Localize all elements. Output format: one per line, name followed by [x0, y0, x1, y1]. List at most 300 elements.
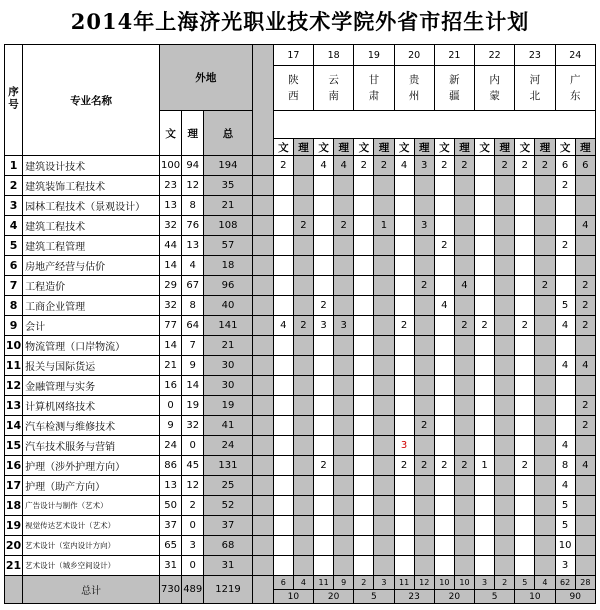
province-quota [515, 496, 535, 516]
province-quota [495, 216, 515, 236]
spacer-cell [252, 556, 273, 576]
province-quota [293, 556, 313, 576]
totals-label: 总计 [23, 576, 160, 604]
outside-wen: 29 [160, 276, 182, 296]
province-quota [334, 356, 354, 376]
row-number: 3 [5, 196, 23, 216]
province-quota [515, 356, 535, 376]
province-subtotal: 2 [495, 576, 515, 590]
province-quota [535, 336, 555, 356]
province-quota [515, 376, 535, 396]
row-number: 4 [5, 216, 23, 236]
province-quota [535, 496, 555, 516]
outside-li: 8 [182, 296, 204, 316]
province-quota: 4 [555, 316, 575, 336]
province-quota [394, 396, 414, 416]
province-name: 新 疆 [434, 66, 474, 111]
outside-wen: 37 [160, 516, 182, 536]
major-name: 建筑设计技术 [23, 156, 160, 176]
province-quota: 2 [414, 276, 434, 296]
province-quota: 4 [575, 456, 595, 476]
province-quota: 2 [575, 416, 595, 436]
province-quota [293, 376, 313, 396]
province-quota [475, 536, 495, 556]
province-wen-header: 文 [354, 139, 374, 156]
province-quota [535, 396, 555, 416]
province-quota [374, 256, 394, 276]
province-quota [374, 376, 394, 396]
province-quota [314, 216, 334, 236]
province-quota [515, 396, 535, 416]
province-quota: 2 [535, 156, 555, 176]
table-row [5, 216, 596, 236]
province-wen-header: 文 [394, 139, 414, 156]
province-li-header: 理 [293, 139, 313, 156]
province-quota [575, 516, 595, 536]
spacer-cell [252, 336, 273, 356]
province-quota [394, 176, 414, 196]
province-quota [434, 416, 454, 436]
province-quota [354, 516, 374, 536]
province-subtotal: 4 [535, 576, 555, 590]
spacer-cell [252, 476, 273, 496]
province-li-header: 理 [495, 139, 515, 156]
province-quota [273, 476, 293, 496]
province-quota [515, 196, 535, 216]
outside-total: 31 [204, 556, 252, 576]
table-row [5, 556, 596, 576]
table-row [5, 496, 596, 516]
outside-wen: 86 [160, 456, 182, 476]
row-number: 21 [5, 556, 23, 576]
province-quota [475, 416, 495, 436]
province-code: 23 [515, 45, 555, 66]
province-subtotal: 11 [314, 576, 334, 590]
province-quota [414, 396, 434, 416]
seq-header: 序号 [5, 45, 23, 156]
province-quota [495, 556, 515, 576]
outside-li: 94 [182, 156, 204, 176]
province-quota [273, 356, 293, 376]
enrollment-table [4, 44, 596, 604]
province-quota [515, 276, 535, 296]
outside-li: 0 [182, 516, 204, 536]
province-quota [575, 256, 595, 276]
province-quota [414, 516, 434, 536]
province-quota [535, 536, 555, 556]
province-quota [434, 356, 454, 376]
province-quota [374, 276, 394, 296]
province-quota [334, 336, 354, 356]
spacer-cell [252, 456, 273, 476]
province-quota [394, 236, 414, 256]
province-quota: 2 [374, 156, 394, 176]
province-quota [535, 416, 555, 436]
province-quota [394, 536, 414, 556]
province-subtotal: 10 [434, 576, 454, 590]
province-quota [414, 536, 434, 556]
province-quota [475, 496, 495, 516]
province-quota [394, 356, 414, 376]
province-quota [535, 236, 555, 256]
spacer-cell [252, 376, 273, 396]
province-li-header: 理 [334, 139, 354, 156]
province-quota [273, 236, 293, 256]
province-quota [515, 476, 535, 496]
province-quota [475, 176, 495, 196]
province-name: 河 北 [515, 66, 555, 111]
province-quota [575, 476, 595, 496]
province-quota: 2 [515, 456, 535, 476]
outside-wen: 0 [160, 396, 182, 416]
province-quota [475, 396, 495, 416]
province-code: 20 [394, 45, 434, 66]
province-quota [414, 376, 434, 396]
province-quota [475, 256, 495, 276]
outside-wen: 65 [160, 536, 182, 556]
province-quota [394, 556, 414, 576]
province-quota [575, 496, 595, 516]
province-quota [495, 276, 515, 296]
province-quota [314, 536, 334, 556]
outside-total: 37 [204, 516, 252, 536]
province-code: 22 [475, 45, 515, 66]
major-header: 专业名称 [23, 45, 160, 156]
spacer-cell [252, 216, 273, 236]
province-wen-header: 文 [555, 139, 575, 156]
province-quota [575, 196, 595, 216]
province-wen-header: 文 [314, 139, 334, 156]
province-quota: 3 [555, 556, 575, 576]
table-row [5, 256, 596, 276]
province-quota [293, 256, 313, 276]
province-quota [475, 436, 495, 456]
province-quota [454, 536, 474, 556]
province-quota: 4 [454, 276, 474, 296]
province-quota: 2 [434, 456, 454, 476]
outside-li: 67 [182, 276, 204, 296]
province-quota [354, 176, 374, 196]
province-quota [334, 416, 354, 436]
province-quota [394, 196, 414, 216]
province-quota: 3 [314, 316, 334, 336]
province-quota [273, 496, 293, 516]
province-quota [374, 476, 394, 496]
province-quota [414, 256, 434, 276]
province-quota [334, 496, 354, 516]
province-quota: 4 [434, 296, 454, 316]
province-quota: 2 [434, 236, 454, 256]
province-subtotal: 10 [454, 576, 474, 590]
province-quota [354, 356, 374, 376]
province-quota [454, 476, 474, 496]
outside-wen: 77 [160, 316, 182, 336]
outside-total: 108 [204, 216, 252, 236]
province-quota: 2 [394, 456, 414, 476]
province-quota [334, 556, 354, 576]
province-quota [273, 416, 293, 436]
province-quota [334, 456, 354, 476]
province-quota [515, 296, 535, 316]
totals-total: 1219 [204, 576, 252, 604]
province-quota [434, 436, 454, 456]
province-wen-header: 文 [273, 139, 293, 156]
province-quota: 3 [414, 216, 434, 236]
province-li-header: 理 [535, 139, 555, 156]
table-row [5, 276, 596, 296]
province-quota: 2 [515, 316, 535, 336]
province-subtotal: 2 [354, 576, 374, 590]
spacer-cell [252, 156, 273, 176]
province-quota [454, 356, 474, 376]
province-quota [354, 456, 374, 476]
province-quota [535, 216, 555, 236]
province-quota [515, 256, 535, 276]
spacer-cell [252, 396, 273, 416]
province-quota [273, 456, 293, 476]
table-row [5, 436, 596, 456]
outside-wen: 13 [160, 196, 182, 216]
province-quota [314, 256, 334, 276]
province-quota [535, 296, 555, 316]
province-quota [414, 296, 434, 316]
province-quota [515, 536, 535, 556]
province-sum: 5 [475, 590, 515, 604]
province-quota [454, 496, 474, 516]
province-quota: 10 [555, 536, 575, 556]
outside-total: 141 [204, 316, 252, 336]
province-quota [374, 516, 394, 536]
province-quota [334, 236, 354, 256]
province-quota [575, 436, 595, 456]
table-row [5, 476, 596, 496]
province-code: 21 [434, 45, 474, 66]
outside-total: 21 [204, 196, 252, 216]
province-quota [495, 256, 515, 276]
province-quota [374, 236, 394, 256]
table-row [5, 416, 596, 436]
province-quota [495, 356, 515, 376]
spacer-cell [252, 176, 273, 196]
province-li-header: 理 [414, 139, 434, 156]
province-quota [293, 536, 313, 556]
province-quota [475, 296, 495, 316]
major-name: 园林工程技术（景观设计） [23, 196, 160, 216]
province-quota [475, 376, 495, 396]
major-name: 建筑装饰工程技术 [23, 176, 160, 196]
major-name: 建筑工程管理 [23, 236, 160, 256]
province-quota [293, 516, 313, 536]
outside-wen: 32 [160, 216, 182, 236]
province-quota [293, 356, 313, 376]
province-quota: 4 [273, 316, 293, 336]
province-quota [434, 476, 454, 496]
province-quota [293, 156, 313, 176]
province-quota [454, 216, 474, 236]
row-number: 7 [5, 276, 23, 296]
province-quota [475, 196, 495, 216]
province-quota [515, 216, 535, 236]
major-name: 会计 [23, 316, 160, 336]
province-quota [434, 556, 454, 576]
spacer-cell [252, 256, 273, 276]
totals-wen: 730 [160, 576, 182, 604]
province-quota [495, 376, 515, 396]
province-quota [454, 516, 474, 536]
province-quota [334, 176, 354, 196]
province-quota: 3 [394, 436, 414, 456]
province-quota: 3 [414, 156, 434, 176]
province-quota [293, 176, 313, 196]
province-quota [434, 256, 454, 276]
province-quota: 4 [575, 216, 595, 236]
province-quota [434, 536, 454, 556]
province-quota [535, 316, 555, 336]
province-quota [334, 396, 354, 416]
province-quota: 4 [334, 156, 354, 176]
outside-total: 40 [204, 296, 252, 316]
province-quota [495, 336, 515, 356]
outside-li: 12 [182, 476, 204, 496]
outside-wen: 100 [160, 156, 182, 176]
outside-wen: 23 [160, 176, 182, 196]
spacer-cell [252, 416, 273, 436]
table-row [5, 176, 596, 196]
province-quota [354, 236, 374, 256]
outside-li: 14 [182, 376, 204, 396]
table-row [5, 356, 596, 376]
outside-li: 13 [182, 236, 204, 256]
province-name: 云 南 [314, 66, 354, 111]
province-li-header: 理 [575, 139, 595, 156]
outside-wen: 32 [160, 296, 182, 316]
province-quota [475, 516, 495, 536]
totals-row [5, 576, 596, 590]
province-quota [454, 176, 474, 196]
province-quota [414, 436, 434, 456]
province-sum: 10 [515, 590, 555, 604]
major-name: 工商企业管理 [23, 296, 160, 316]
outside-wen: 14 [160, 256, 182, 276]
province-quota [273, 536, 293, 556]
row-number: 17 [5, 476, 23, 496]
province-sum: 20 [434, 590, 474, 604]
outside-li: 12 [182, 176, 204, 196]
province-quota [314, 416, 334, 436]
major-name: 护理（助产方向） [23, 476, 160, 496]
outside-wen: 13 [160, 476, 182, 496]
outside-total: 21 [204, 336, 252, 356]
province-quota [354, 476, 374, 496]
province-quota [334, 376, 354, 396]
spacer-cell [252, 536, 273, 556]
province-quota [394, 516, 414, 536]
province-subtotal: 4 [293, 576, 313, 590]
major-name: 广告设计与制作（艺术） [23, 496, 160, 516]
province-quota [434, 376, 454, 396]
province-quota: 1 [374, 216, 394, 236]
province-quota [354, 296, 374, 316]
province-quota [555, 396, 575, 416]
province-quota [293, 496, 313, 516]
province-quota [414, 196, 434, 216]
province-quota: 2 [475, 316, 495, 336]
outside-header: 外地 [160, 45, 253, 111]
province-quota [273, 396, 293, 416]
province-quota [555, 276, 575, 296]
province-quota [394, 416, 414, 436]
province-quota [273, 216, 293, 236]
spacer-cell [252, 496, 273, 516]
province-quota [273, 336, 293, 356]
province-quota [374, 416, 394, 436]
province-quota [314, 376, 334, 396]
province-quota [314, 196, 334, 216]
province-quota [314, 396, 334, 416]
outside-total: 194 [204, 156, 252, 176]
province-quota [495, 196, 515, 216]
province-quota: 2 [575, 296, 595, 316]
province-quota [475, 216, 495, 236]
province-quota [515, 516, 535, 536]
province-quota: 2 [454, 456, 474, 476]
major-name: 报关与国际货运 [23, 356, 160, 376]
province-quota [354, 536, 374, 556]
province-quota [575, 376, 595, 396]
province-quota [293, 416, 313, 436]
province-name: 甘 肃 [354, 66, 394, 111]
province-quota: 2 [314, 296, 334, 316]
province-quota [555, 376, 575, 396]
row-number: 14 [5, 416, 23, 436]
spacer-cell [252, 576, 273, 604]
province-quota: 8 [555, 456, 575, 476]
province-quota [495, 456, 515, 476]
province-wen-header: 文 [515, 139, 535, 156]
province-quota [454, 556, 474, 576]
province-quota [535, 476, 555, 496]
province-quota [354, 336, 374, 356]
province-quota [495, 236, 515, 256]
outside-li: 9 [182, 356, 204, 376]
spacer-cell [252, 436, 273, 456]
province-quota [555, 416, 575, 436]
major-name: 汽车检测与维修技术 [23, 416, 160, 436]
province-quota: 2 [575, 276, 595, 296]
province-quota [495, 316, 515, 336]
province-quota [293, 456, 313, 476]
outside-wen: 9 [160, 416, 182, 436]
outside-li: 0 [182, 556, 204, 576]
province-quota [334, 256, 354, 276]
province-quota [454, 376, 474, 396]
province-quota [475, 336, 495, 356]
province-quota [555, 196, 575, 216]
province-quota [354, 416, 374, 436]
row-number: 19 [5, 516, 23, 536]
table-row [5, 296, 596, 316]
totals-seq [5, 576, 23, 604]
wen-header: 文 [160, 111, 182, 156]
province-quota [454, 416, 474, 436]
row-number: 12 [5, 376, 23, 396]
outside-li: 7 [182, 336, 204, 356]
province-subtotal: 9 [334, 576, 354, 590]
province-quota [475, 556, 495, 576]
province-quota [535, 436, 555, 456]
province-name: 陕 西 [273, 66, 313, 111]
province-quota [314, 236, 334, 256]
